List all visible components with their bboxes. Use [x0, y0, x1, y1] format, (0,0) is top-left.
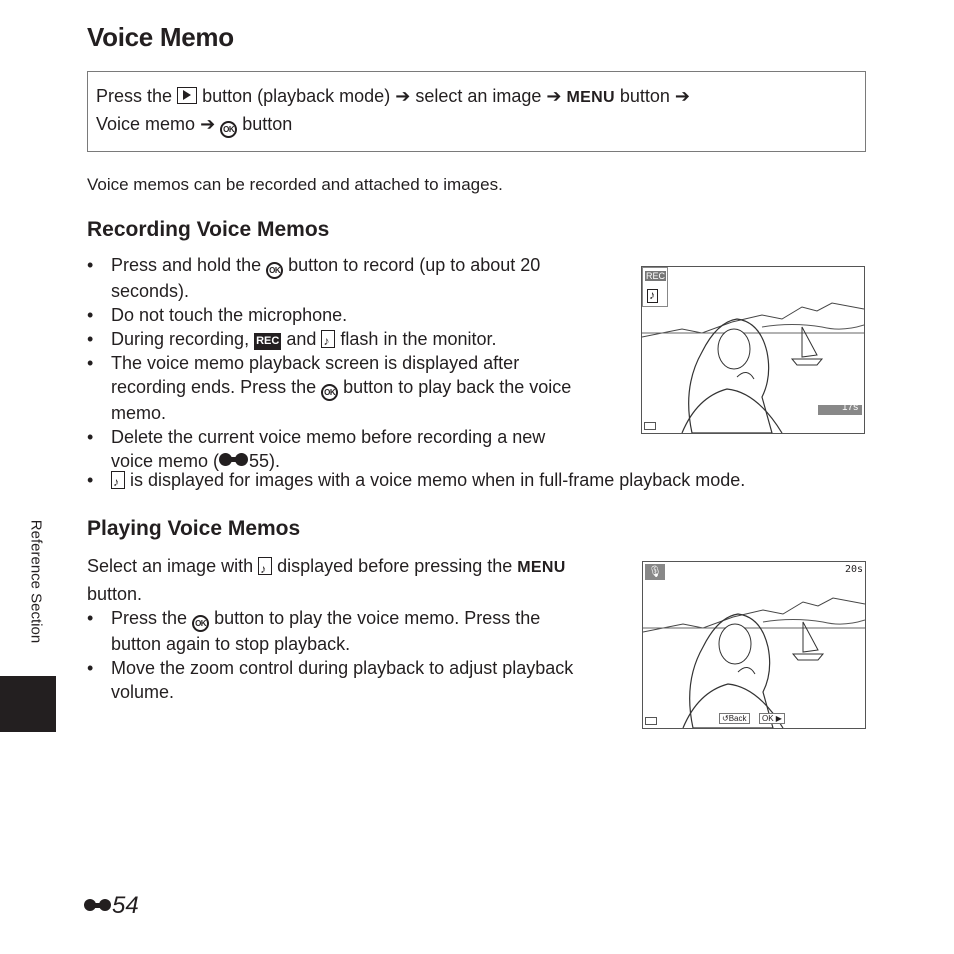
nav-text: Voice memo [96, 114, 196, 134]
item-text: voice memo ( [111, 451, 220, 471]
item-text: Move the zoom control during playback to adjust playback [111, 658, 574, 678]
item-text: and [286, 329, 317, 349]
playing-heading: Playing Voice Memos [87, 517, 301, 540]
voice-memo-icon [258, 557, 272, 575]
list-item [87, 656, 627, 704]
item-text: flash in the monitor. [340, 329, 497, 349]
recording-heading: Recording Voice Memos [87, 218, 330, 241]
battery-icon [645, 717, 657, 725]
list-item [87, 606, 627, 656]
ok-play-hint: OK ▶ [759, 713, 785, 724]
bullet: • [87, 608, 94, 628]
list-item [87, 351, 647, 425]
intro-text: Voice memos can be recorded and attached to images. [87, 175, 503, 194]
list-item-full-width [87, 468, 871, 492]
ok-button-icon: OK [220, 121, 237, 138]
bullet: • [87, 427, 94, 447]
bullet: • [87, 353, 94, 373]
portrait-illustration [643, 562, 865, 728]
item-text: is displayed for images with a voice memo when in full-frame playback mode. [130, 470, 746, 490]
rec-indicator-box [642, 267, 668, 307]
list-item [87, 327, 647, 351]
page-title: Voice Memo [87, 22, 234, 52]
nav-line-1 [96, 86, 690, 107]
list-item [87, 425, 647, 473]
ok-button-icon: OK [321, 384, 338, 401]
page-number-value: 54 [112, 892, 139, 919]
nav-text: Press the [96, 86, 173, 106]
back-button-hint: ↺Back [719, 713, 750, 724]
nav-text: button (playback mode) [202, 86, 391, 106]
item-text: memo. [111, 403, 167, 423]
list-item [87, 253, 647, 303]
voice-memo-icon [647, 289, 658, 303]
item-text: button. [87, 584, 143, 604]
bullet: • [87, 329, 94, 349]
item-text: Delete the current voice memo before recording a new [111, 427, 546, 447]
bullet: • [87, 305, 94, 325]
reference-icon [84, 897, 112, 911]
time-counter: 17s [842, 402, 859, 413]
ok-button-icon: OK [266, 262, 283, 279]
top-bar [643, 562, 865, 580]
menu-button-icon: MENU [566, 89, 615, 106]
side-section-tab [0, 676, 56, 732]
playback-time: 20s [845, 564, 864, 575]
item-text: Press and hold the [111, 255, 262, 275]
rec-icon: REC [254, 333, 281, 350]
playback-screen-illustration [642, 561, 866, 729]
battery-icon [644, 422, 656, 430]
navigation-path-box [87, 71, 866, 152]
arrow-icon: ➔ [546, 86, 562, 106]
item-text: The voice memo playback screen is displayed after [111, 353, 520, 373]
bullet: • [87, 658, 94, 678]
voice-memo-icon [321, 330, 335, 348]
item-text: button to play the voice memo. Press the [214, 608, 541, 628]
ok-button-icon: OK [192, 615, 209, 632]
voice-memo-icon [111, 471, 125, 489]
recording-list [87, 253, 647, 473]
item-text: 55). [249, 451, 281, 471]
ok-label: OK [762, 714, 774, 723]
item-text: Press the [111, 608, 188, 628]
nav-text: button [619, 86, 670, 106]
nav-text: select an image [415, 86, 542, 106]
page-number [84, 892, 139, 920]
item-text: button again to stop playback. [111, 634, 351, 654]
item-text: During recording, [111, 329, 250, 349]
item-text: Select an image with [87, 556, 254, 576]
bullet: • [87, 470, 94, 490]
reference-icon [219, 451, 249, 467]
item-text: button to record (up to about 20 [288, 255, 541, 275]
playing-intro [87, 553, 627, 608]
arrow-icon: ➔ [674, 86, 690, 106]
nav-line-2 [96, 114, 292, 138]
arrow-icon: ➔ [395, 86, 411, 106]
microphone-icon: 🎙 [645, 564, 665, 580]
arrow-icon: ➔ [200, 114, 216, 134]
nav-text: button [242, 114, 293, 134]
side-section-label: Reference Section [27, 519, 45, 644]
list-item [87, 303, 647, 327]
back-label: Back [728, 714, 747, 723]
bullet: • [87, 255, 94, 275]
rec-icon: REC [646, 271, 666, 281]
item-text: volume. [111, 682, 175, 702]
item-text: seconds). [111, 281, 190, 301]
item-text: recording ends. Press the [111, 377, 317, 397]
item-text: Do not touch the microphone. [111, 305, 348, 325]
playback-button-icon [177, 87, 197, 104]
playing-list [87, 606, 627, 704]
item-text: button to play back the voice [343, 377, 572, 397]
recording-screen-illustration [641, 266, 865, 434]
item-text: displayed before pressing the [277, 556, 513, 576]
menu-button-icon: MENU [517, 559, 566, 576]
